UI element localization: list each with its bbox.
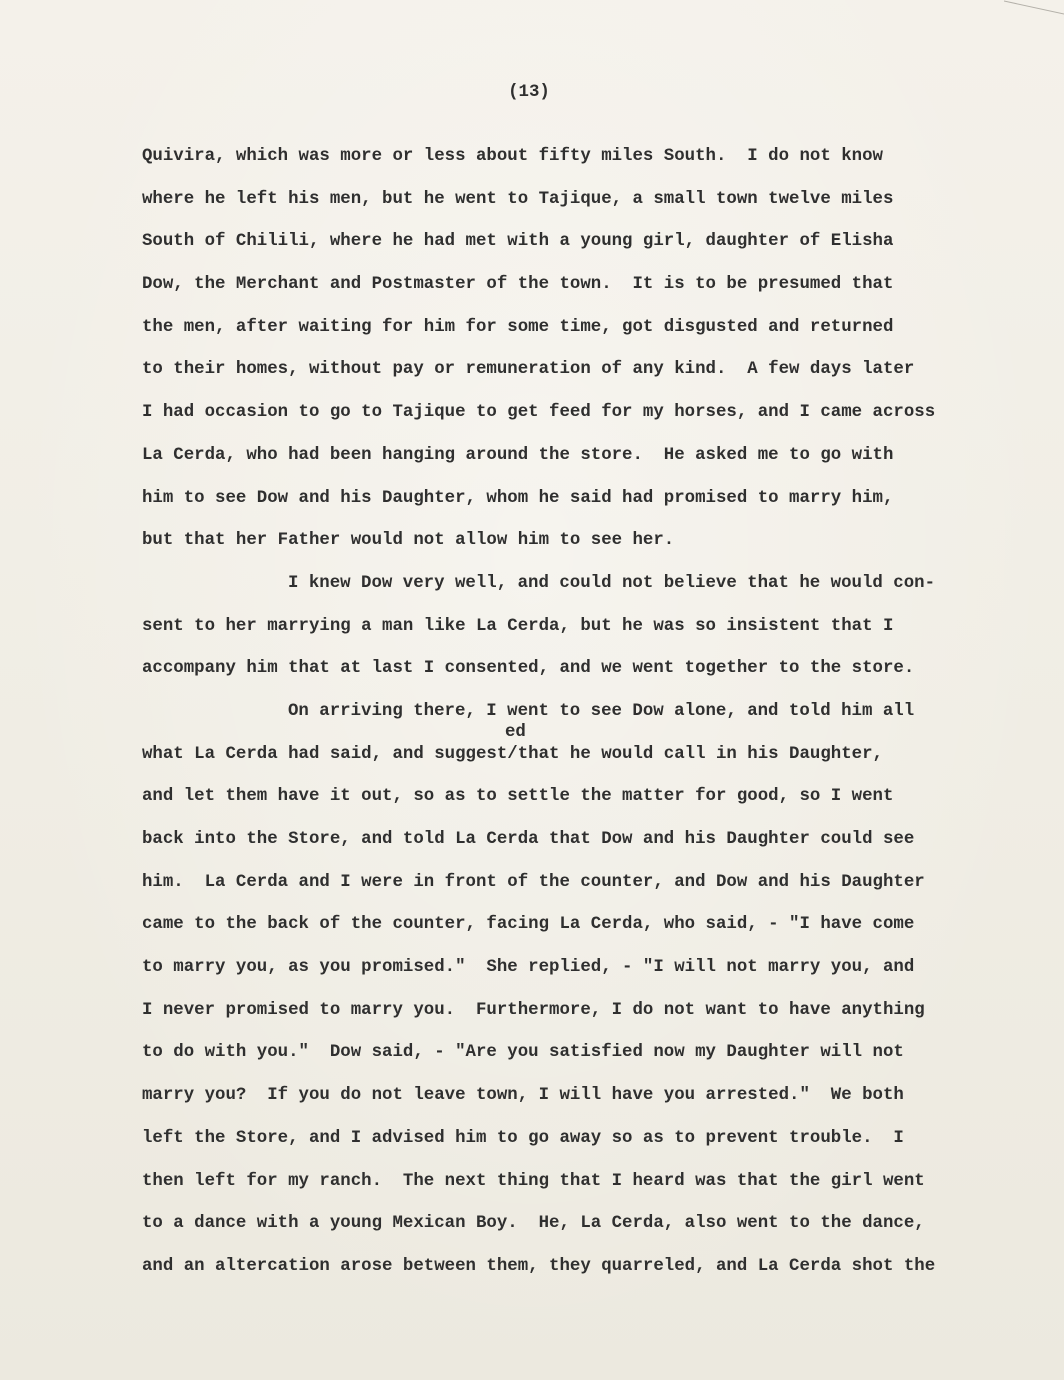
text-line: and an altercation arose between them, they quarreled, and La Cerda shot the <box>142 1256 936 1276</box>
text-line: what La Cerda had said, and suggest/that he would call in his Daughter, <box>142 744 883 764</box>
text-line: where he left his men, but he went to Tajique, a small town twelve miles <box>142 189 894 209</box>
text-line: South of Chilili, where he had met with a young girl, daughter of Elisha <box>142 232 894 252</box>
text-line: On arriving there, I went to see Dow alone, and told him all <box>288 701 915 721</box>
text-line: La Cerda, who had been hanging around the store. He asked me to go with <box>142 445 894 465</box>
text-line: the men, after waiting for him for some time, got disgusted and returned <box>142 317 894 337</box>
interlinear-insertion: ed <box>505 723 526 742</box>
paragraph <box>142 691 1042 1289</box>
text-line: marry you? If you do not leave town, I will have you arrested." We both <box>142 1086 904 1106</box>
text-line: I knew Dow very well, and could not believe that he would con- <box>288 573 936 593</box>
text-line: sent to her marrying a man like La Cerda, but he was so insistent that I <box>142 616 894 636</box>
typed-text-body <box>142 136 1042 1289</box>
paragraph <box>142 563 1042 691</box>
text-line: him. La Cerda and I were in front of the counter, and Dow and his Daughter <box>142 872 925 892</box>
text-line: I never promised to marry you. Furthermore, I do not want to have anything <box>142 1000 925 1020</box>
text-line: to their homes, without pay or remuneration of any kind. A few days later <box>142 360 915 380</box>
text-line: but that her Father would not allow him to see her. <box>142 531 675 551</box>
corner-scratch-mark <box>1004 0 1064 16</box>
text-line: him to see Dow and his Daughter, whom he said had promised to marry him, <box>142 488 894 508</box>
text-line: Dow, the Merchant and Postmaster of the town. It is to be presumed that <box>142 275 894 295</box>
text-line: to marry you, as you promised." She replied, - "I will not marry you, and <box>142 958 915 978</box>
paragraph <box>142 136 1042 563</box>
text-line: came to the back of the counter, facing La Cerda, who said, - "I have come <box>142 915 915 935</box>
text-line: and let them have it out, so as to settle the matter for good, so I went <box>142 787 894 807</box>
text-line: to do with you." Dow said, - "Are you satisfied now my Daughter will not <box>142 1043 904 1063</box>
text-line: to a dance with a young Mexican Boy. He, La Cerda, also went to the dance, <box>142 1214 925 1234</box>
text-line: Quivira, which was more or less about fifty miles South. I do not know <box>142 147 883 166</box>
text-line: accompany him that at last I consented, and we went together to the store. <box>142 659 915 679</box>
text-line: left the Store, and I advised him to go away so as to prevent trouble. I <box>142 1128 904 1148</box>
page-number: (13) <box>508 83 550 102</box>
text-line: back into the Store, and told La Cerda that Dow and his Daughter could see <box>142 830 915 849</box>
text-line: then left for my ranch. The next thing that I heard was that the girl went <box>142 1171 925 1191</box>
text-line: I had occasion to go to Tajique to get feed for my horses, and I came across <box>142 403 936 423</box>
